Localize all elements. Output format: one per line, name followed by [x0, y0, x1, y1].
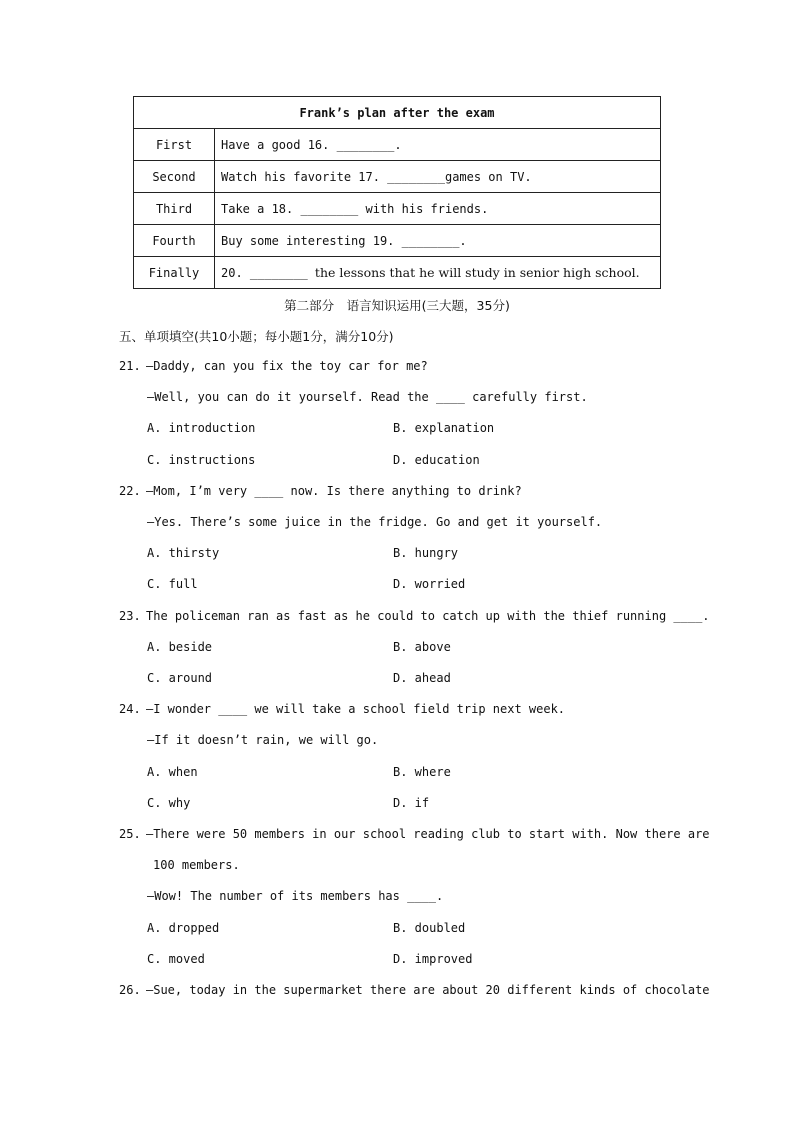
option-c: C. why [147, 796, 191, 810]
question-text: 100 members. [153, 858, 240, 872]
option-b: B. doubled [393, 921, 466, 935]
question-text: —Sue, today in the supermarket there are about 20 different kinds of chocolate [146, 983, 710, 997]
question-text: —Daddy, can you fix the toy car for me? [146, 359, 428, 373]
option-b: B. explanation [393, 421, 495, 435]
option-a: A. dropped [147, 921, 220, 935]
option-d: D. if [393, 796, 430, 810]
question-24 [119, 702, 565, 716]
table-row [134, 193, 661, 225]
table-title: Frank’s plan after the exam [134, 97, 661, 129]
row-text: Have a good 16. ________. [215, 129, 661, 161]
table-row [134, 161, 661, 193]
question-number: 23. [119, 609, 141, 623]
row-text-rest: the lessons that he will study in senior high school. [314, 265, 640, 280]
question-text: —I wonder ____ we will take a school field trip next week. [146, 702, 566, 716]
question-number: 22. [119, 484, 141, 498]
option-d: D. worried [393, 577, 466, 591]
option-b: B. above [393, 640, 451, 654]
row-label: First [134, 129, 215, 161]
question-23 [119, 609, 710, 623]
row-label: Fourth [134, 225, 215, 257]
part-title: 第二部分 语言知识运用(三大题，35分) [284, 298, 510, 313]
row-text: Watch his favorite 17. ________games on TV. [215, 161, 661, 193]
question-text: —There were 50 members in our school reading club to start with. Now there are [146, 827, 710, 841]
option-b: B. where [393, 765, 451, 779]
question-text: —Yes. There’s some juice in the fridge. Go and get it yourself. [147, 515, 603, 529]
question-22 [119, 484, 522, 498]
option-a: A. when [147, 765, 198, 779]
row-label: Second [134, 161, 215, 193]
option-d: D. ahead [393, 671, 451, 685]
table-row [134, 225, 661, 257]
row-text: Buy some interesting 19. ________. [215, 225, 661, 257]
question-text: —Wow! The number of its members has ____. [147, 889, 444, 903]
row-label: Finally [134, 257, 215, 289]
table-header-row [134, 97, 661, 129]
row-text-blank: 20. ________ [221, 266, 315, 280]
question-number: 24. [119, 702, 141, 716]
table-row [134, 129, 661, 161]
question-text: —Well, you can do it yourself. Read the ____ carefully first. [147, 390, 588, 404]
option-a: A. introduction [147, 421, 256, 435]
question-text: —Mom, I’m very ____ now. Is there anything to drink? [146, 484, 522, 498]
option-a: A. thirsty [147, 546, 220, 560]
question-text: —If it doesn’t rain, we will go. [147, 733, 379, 747]
question-21 [119, 359, 428, 373]
table-row [134, 257, 661, 289]
row-text: Take a 18. ________ with his friends. [215, 193, 661, 225]
row-text [215, 257, 661, 289]
option-c: C. moved [147, 952, 205, 966]
question-number: 25. [119, 827, 141, 841]
question-number: 21. [119, 359, 141, 373]
plan-table [133, 96, 661, 289]
question-number: 26. [119, 983, 141, 997]
question-25 [119, 827, 710, 841]
question-text: The policeman ran as fast as he could to catch up with the thief running ____. [146, 609, 710, 623]
row-label: Third [134, 193, 215, 225]
option-d: D. education [393, 453, 480, 467]
option-c: C. full [147, 577, 198, 591]
option-a: A. beside [147, 640, 213, 654]
option-c: C. around [147, 671, 213, 685]
question-26 [119, 983, 710, 997]
option-b: B. hungry [393, 546, 459, 560]
option-d: D. improved [393, 952, 473, 966]
option-c: C. instructions [147, 453, 256, 467]
section-title: 五、单项填空(共10小题；每小题1分，满分10分) [119, 329, 394, 344]
